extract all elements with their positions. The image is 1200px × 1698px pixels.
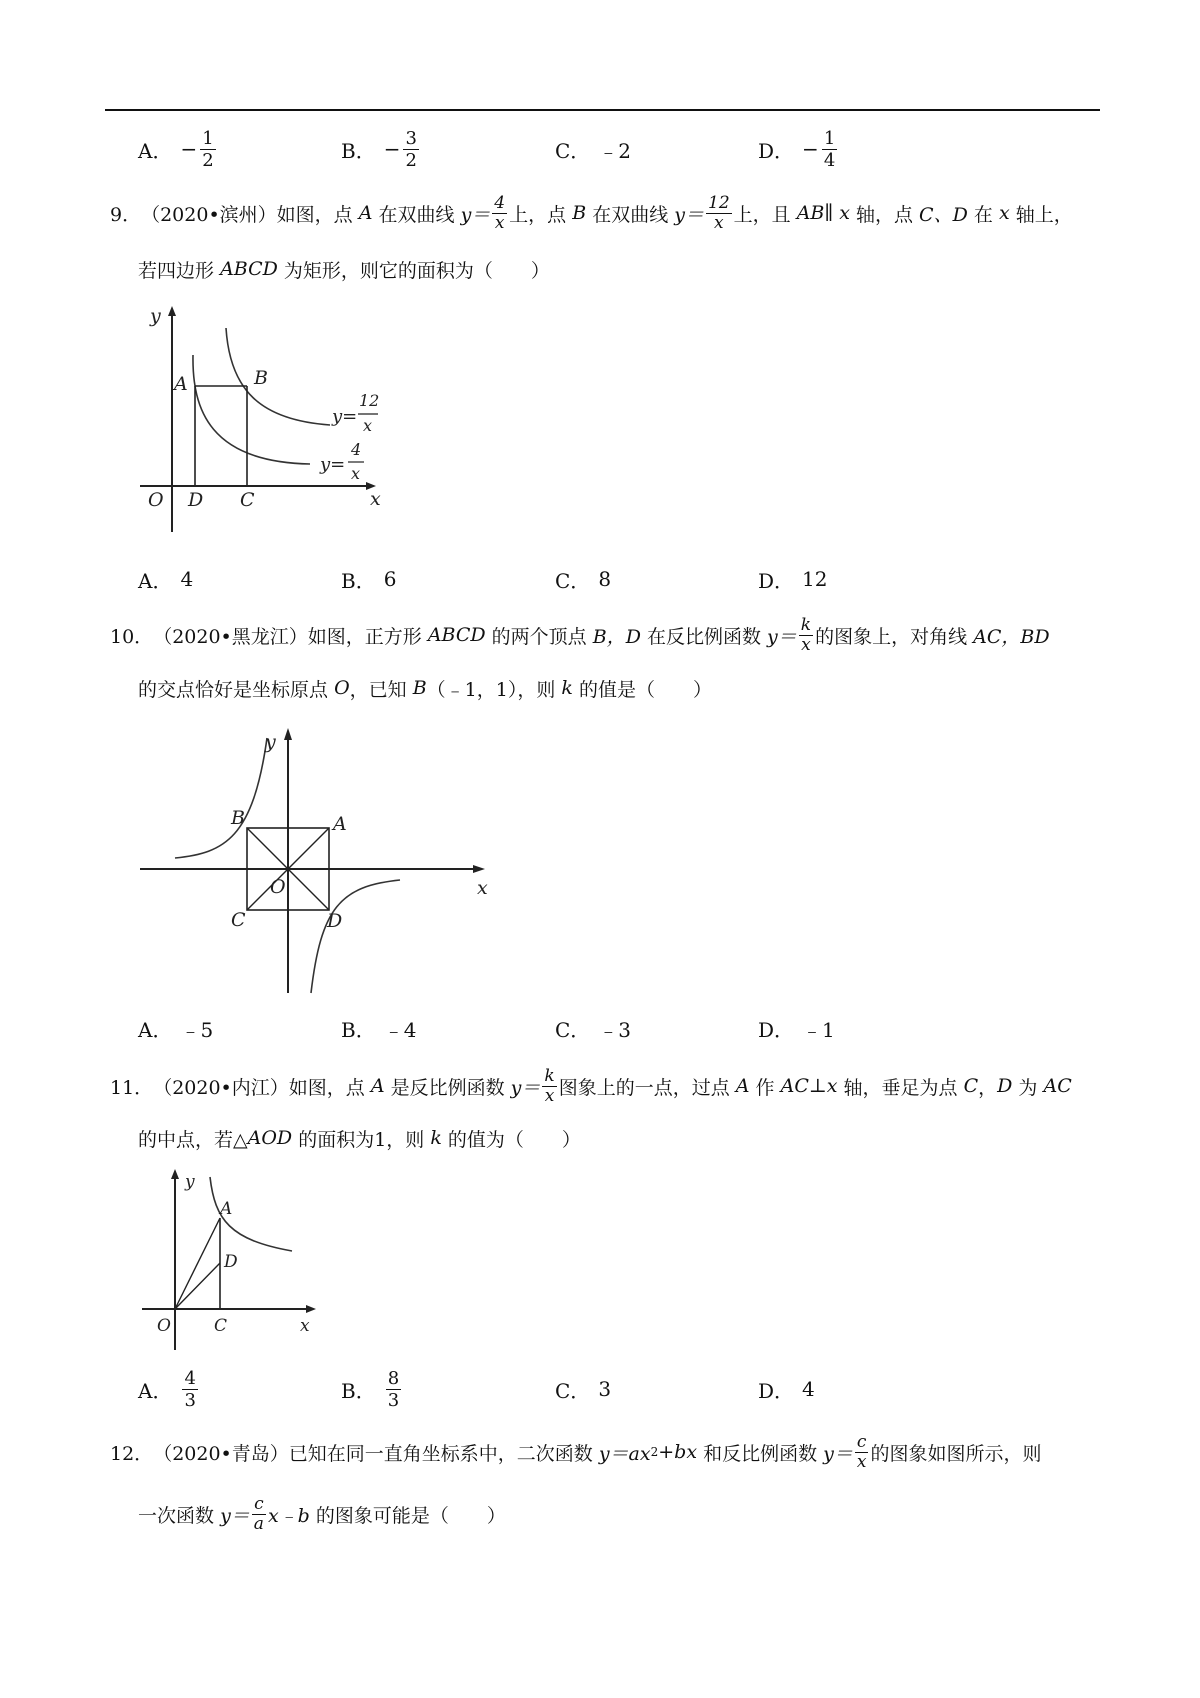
svg-text:y: y — [265, 731, 276, 753]
svg-text:x: x — [300, 1316, 310, 1336]
svg-text:C: C — [240, 489, 255, 511]
svg-text:y: y — [150, 305, 161, 327]
q9-option-c[interactable]: C． 8 — [555, 567, 612, 593]
top-rule — [105, 109, 1100, 111]
q10-line-1: 10． （2020•黑龙江） 如图，正方形 ABCD 的两个顶点 B，D 在反比例函数 y＝ $\frac{k}{x}$ 的图象上，对角线 AC，BD — [110, 614, 1050, 655]
q8-options — [138, 124, 1098, 174]
svg-text:D: D — [327, 910, 343, 932]
svg-text:C: C — [231, 909, 246, 931]
q9-line-1: 9． （2020•滨州） 如图，点 A 在双曲线 y＝ $\frac{4}{x}$ 上，点 B 在双曲线 y＝ $\frac{12}{x}$ 上，且 AB ∥ x 轴，点 C、D 在 x 轴上， — [110, 192, 1073, 233]
q11-option-d[interactable]: D． 4 — [758, 1377, 815, 1403]
q9-options — [138, 554, 1098, 604]
q9-figure — [130, 300, 390, 535]
q10-option-d[interactable]: D． ﹣1 — [758, 1017, 835, 1042]
svg-text:A: A — [174, 373, 188, 395]
svg-text:D: D — [224, 1252, 238, 1272]
svg-text:x: x — [363, 416, 373, 435]
svg-text:B: B — [254, 367, 268, 389]
svg-text:12: 12 — [359, 391, 380, 410]
svg-text:D: D — [188, 489, 204, 511]
q8-option-b[interactable]: B． − $\frac{3}{2}$ — [341, 127, 417, 171]
q10-option-a[interactable]: A． ﹣5 — [138, 1017, 214, 1042]
q11-options — [138, 1364, 1098, 1414]
q9-line-2: 若四边形 ABCD 为矩形，则它的面积为（ ） — [138, 258, 550, 282]
q10-option-b[interactable]: B． ﹣4 — [341, 1017, 417, 1042]
q11-option-a[interactable]: A． $\frac{4}{3}$ — [138, 1367, 196, 1411]
svg-text:O: O — [270, 876, 286, 898]
q9-option-d[interactable]: D． 12 — [758, 567, 828, 593]
q9-option-a[interactable]: A． 4 — [138, 567, 194, 593]
fraction: $\frac{1}{2}$ — [202, 127, 214, 171]
svg-text:B: B — [231, 807, 245, 829]
q11-line-1: 11． （2020•内江） 如图，点 A 是反比例函数 y＝ $\frac{k}{x}$ 图象上的一点，过点 A 作 AC ⊥ x 轴，垂足为点 C ， D 为 AC — [110, 1065, 1072, 1106]
svg-text:x: x — [477, 877, 488, 899]
q12-line-2: 一次函数 y＝ $\frac{c}{a}$ x﹣b 的图象可能是（ ） — [138, 1493, 506, 1534]
q12-line-1: 12． （2020•青岛） 已知在同一直角坐标系中，二次函数 y＝ax 2 +bx 和反比例函数 y＝ $\frac{c}{x}$ 的图象如图所示，则 — [110, 1431, 1042, 1472]
fraction: $\frac{1}{4}$ — [823, 127, 836, 171]
svg-text:y: y — [185, 1172, 195, 1192]
q10-figure — [135, 718, 495, 998]
fraction: $\frac{3}{2}$ — [405, 127, 417, 171]
q10-options — [138, 1003, 1098, 1053]
svg-text:x: x — [370, 488, 381, 510]
svg-text:A: A — [333, 813, 347, 835]
q11-option-b[interactable]: B． $\frac{8}{3}$ — [341, 1367, 400, 1411]
q8-option-c[interactable]: C． ﹣2 — [555, 138, 632, 163]
svg-text:A: A — [220, 1199, 233, 1219]
q11-option-c[interactable]: C． 3 — [555, 1377, 612, 1403]
svg-text:C: C — [214, 1316, 228, 1336]
q8-option-a[interactable]: A． − $\frac{1}{2}$ — [138, 127, 214, 171]
svg-text:4: 4 — [351, 440, 362, 459]
svg-text:O: O — [157, 1316, 171, 1336]
q9-option-b[interactable]: B． 6 — [341, 567, 397, 593]
q8-option-d[interactable]: D． − $\frac{1}{4}$ — [758, 127, 836, 171]
svg-text:y=: y= — [332, 406, 358, 427]
svg-text:x: x — [351, 464, 361, 483]
q11-figure — [140, 1165, 320, 1350]
svg-text:y=: y= — [320, 454, 346, 475]
q10-line-2: 的交点恰好是坐标原点 O ，已知 B （﹣1，1），则 k 的值是（ ） — [138, 677, 712, 701]
q11-line-2: 的中点，若△ AOD 的面积为1，则 k 的值为（ ） — [138, 1127, 581, 1151]
svg-text:O: O — [148, 489, 164, 511]
q10-option-c[interactable]: C． ﹣3 — [555, 1017, 632, 1042]
